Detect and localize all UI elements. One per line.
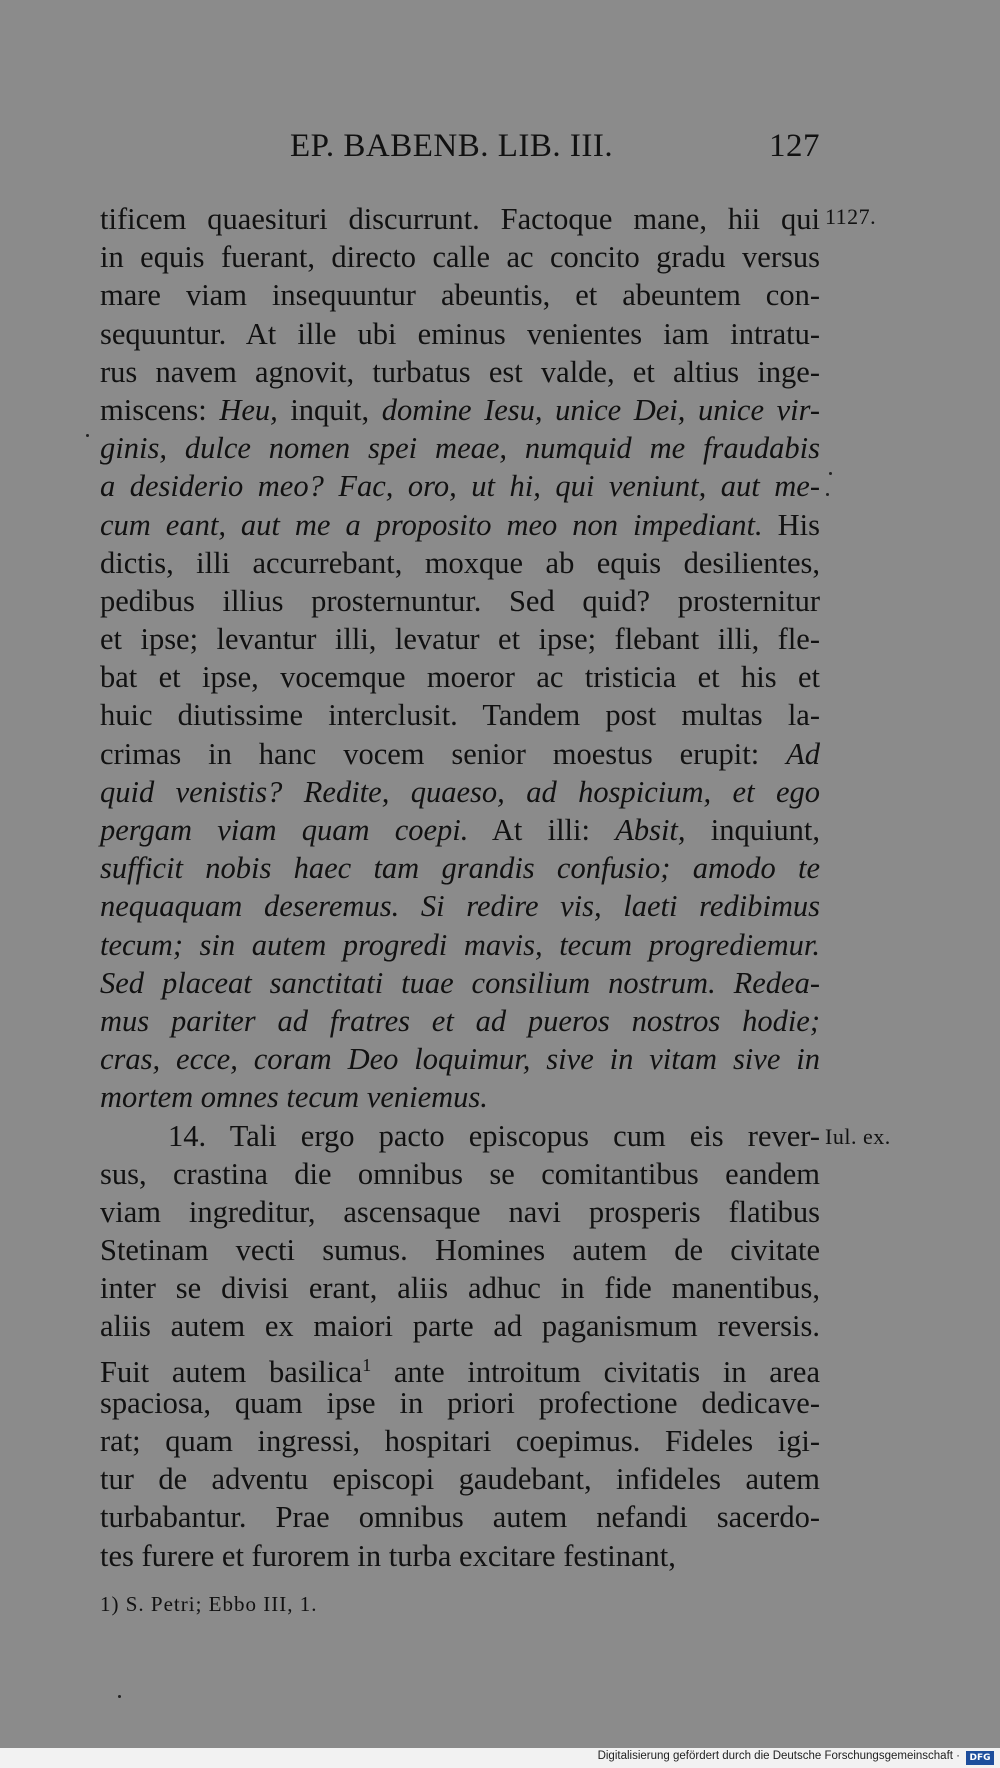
- text-segment: pedibus illius prosternuntur. Sed quid? prosternitur: [100, 583, 820, 618]
- text-segment: mare viam insequuntur abeuntis, et abeuntem con-: [100, 278, 820, 313]
- text-line: [100, 1155, 820, 1193]
- text-line: [100, 1460, 820, 1498]
- text-segment: dictis, illi accurrebant, moxque ab equis desilientes,: [100, 545, 820, 580]
- text-segment: rat; quam ingressi, hospitari coepimus. Fideles igi-: [100, 1424, 820, 1458]
- italic-segment: Sed placeat sanctitati tuae consilium nostrum. Redea-: [100, 965, 820, 1000]
- italic-segment: quid venistis? Redite, quaeso, ad hospicium, et ego: [100, 774, 820, 809]
- italic-segment: tecum; sin autem progredi mavis, tecum progrediemur.: [100, 927, 820, 962]
- text-line: [100, 1498, 820, 1536]
- page-number: 127: [769, 128, 820, 164]
- text-line: [100, 467, 820, 505]
- text-segment: rus navem agnovit, turbatus est valde, et altius inge-: [100, 354, 820, 389]
- text-segment: His: [762, 507, 820, 542]
- text-segment: tificem quaesituri discurrunt. Factoque mane, hii qui: [100, 202, 820, 236]
- text-line: [100, 1078, 820, 1116]
- text-line: [100, 887, 820, 925]
- text-segment: turbabantur. Prae omnibus autem nefandi sacerdo-: [100, 1500, 820, 1535]
- italic-segment: mus pariter ad fratres et ad pueros nostros hodie;: [100, 1003, 820, 1038]
- text-segment: Fuit autem basilica: [100, 1354, 363, 1389]
- footnote: 1) S. Petri; Ebbo III, 1.: [100, 1592, 318, 1616]
- text-segment: inter se divisi erant, aliis adhuc in fide manentibus,: [100, 1271, 820, 1306]
- text-line: [100, 735, 820, 773]
- text-line: [100, 238, 820, 276]
- text-segment: miscens:: [100, 392, 220, 427]
- text-segment: tur de adventu episcopi gaudebant, infideles autem: [100, 1462, 820, 1497]
- text-segment: inquit,: [277, 392, 382, 427]
- text-line: [100, 1422, 820, 1460]
- text-segment: aliis autem ex maiori parte ad paganismum reversis.: [100, 1309, 820, 1344]
- text-line: [100, 658, 820, 696]
- text-segment: viam ingreditur, ascensaque navi prosperis flatibus: [100, 1194, 820, 1229]
- italic-segment: mortem omnes tecum veniemus.: [100, 1080, 488, 1115]
- text-segment: inquiunt,: [685, 813, 821, 847]
- italic-segment: pergam viam quam coepi.: [100, 813, 469, 847]
- italic-segment: ginis, dulce nomen spei meae, numquid me fraudabis: [100, 431, 820, 466]
- margin-note-year: 1127.: [825, 204, 877, 229]
- italic-segment: cras, ecce, coram Deo loquimur, sive in vitam sive in: [100, 1042, 820, 1077]
- stray-mark: [118, 1695, 121, 1698]
- text-segment: huic diutissime interclusit. Tandem post multas la-: [100, 698, 820, 733]
- text-segment: spaciosa, quam ipse in priori profectione dedicave-: [100, 1385, 820, 1420]
- margin-note-month: Iul. ex.: [825, 1124, 891, 1149]
- text-line: [100, 582, 820, 620]
- text-line: [100, 1346, 820, 1389]
- text-line: [100, 200, 820, 238]
- text-segment: et ipse; levantur illi, levatur et ipse; flebant illi, fle-: [100, 622, 820, 657]
- body-text: [100, 200, 820, 1575]
- text-line: [100, 926, 820, 964]
- text-line: [100, 1193, 820, 1231]
- text-line: [100, 1231, 820, 1269]
- italic-segment: cum eant, aut me a proposito meo non impediant.: [100, 507, 763, 542]
- italic-segment: nequaquam deseremus. Si redire vis, laeti redibimus: [100, 889, 820, 924]
- text-segment: ante introitum civitatis in area: [371, 1354, 820, 1389]
- italic-segment: sufficit nobis haec tam grandis confusio; amodo te: [100, 851, 820, 886]
- text-line: [100, 964, 820, 1002]
- italic-segment: domine Iesu, unice Dei, unice vir-: [381, 392, 820, 427]
- text-line: [100, 849, 820, 887]
- text-line: [100, 1040, 820, 1078]
- text-segment: 14. Tali ergo pacto episcopus cum eis rever-: [168, 1118, 820, 1153]
- credit-text: Digitalisierung gefördert durch die Deutsche Forschungsgemeinschaft ·: [597, 1750, 960, 1762]
- text-line: [100, 773, 820, 811]
- stray-mark: [826, 493, 829, 496]
- italic-segment: Heu,: [219, 392, 278, 427]
- text-line: [100, 696, 820, 734]
- text-segment: sus, crastina die omnibus se comitantibus eandem: [100, 1156, 820, 1191]
- running-head: [100, 128, 820, 168]
- text-line: [100, 276, 820, 314]
- text-line: [100, 315, 820, 353]
- text-line: [100, 353, 820, 391]
- stray-mark: [86, 434, 89, 437]
- text-line: [100, 620, 820, 658]
- text-segment: bat et ipse, vocemque moeror ac tristicia et his et: [100, 660, 820, 695]
- italic-segment: Ad: [786, 736, 820, 771]
- digitization-credit-bar: [0, 1748, 1000, 1768]
- footnote-marker: 1: [362, 1354, 372, 1375]
- text-segment: in equis fuerant, directo calle ac concito gradu versus: [100, 240, 820, 275]
- italic-segment: a desiderio meo? Fac, oro, ut hi, qui veniunt, aut me-: [100, 469, 820, 504]
- dfg-logo-icon: DFG: [966, 1751, 994, 1765]
- text-line: [100, 811, 820, 849]
- text-line: [100, 1537, 820, 1575]
- italic-segment: Absit,: [615, 813, 686, 847]
- text-segment: crimas in hanc vocem senior moestus erupit:: [100, 736, 787, 771]
- text-line: [100, 1269, 820, 1307]
- text-segment: At illi:: [468, 813, 616, 847]
- text-line: [100, 1307, 820, 1345]
- text-line: [100, 1002, 820, 1040]
- text-segment: tes furere et furorem in turba excitare festinant,: [100, 1538, 676, 1573]
- text-line: [100, 1384, 820, 1422]
- text-line: [100, 506, 820, 544]
- text-segment: sequuntur. At ille ubi eminus venientes iam intratu-: [100, 316, 820, 351]
- text-line: [100, 429, 820, 467]
- stray-mark: [829, 472, 832, 475]
- text-line: [100, 391, 820, 429]
- running-title: EP. BABENB. LIB. III.: [290, 128, 614, 164]
- text-line: [100, 1117, 820, 1155]
- text-segment: Stetinam vecti sumus. Homines autem de civitate: [100, 1233, 820, 1268]
- text-line: [100, 544, 820, 582]
